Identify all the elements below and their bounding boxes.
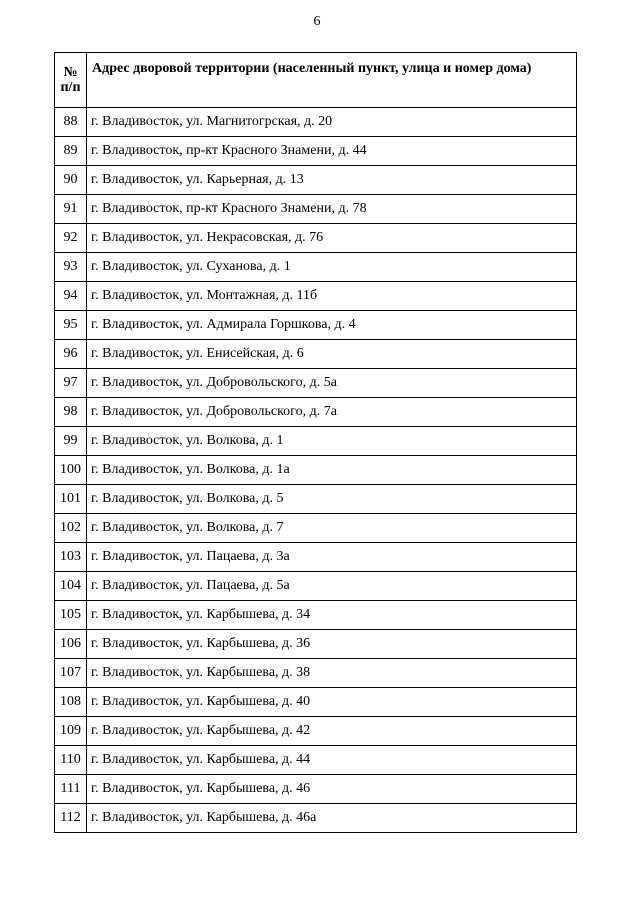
- row-address-cell: г. Владивосток, пр-кт Красного Знамени, д. 78: [87, 195, 577, 224]
- row-number-cell: 108: [55, 688, 87, 717]
- number-header-abbrev: п/п: [60, 80, 81, 95]
- table-row: [55, 340, 577, 369]
- row-number-cell: 94: [55, 282, 87, 311]
- row-number-cell: 99: [55, 427, 87, 456]
- row-number-cell: 107: [55, 659, 87, 688]
- table-row: [55, 601, 577, 630]
- number-column-header: [55, 53, 87, 108]
- row-number-cell: 112: [55, 804, 87, 833]
- row-address-cell: г. Владивосток, ул. Карбышева, д. 40: [87, 688, 577, 717]
- row-number-cell: 103: [55, 543, 87, 572]
- address-column-header: Адрес дворовой территории (населенный пункт, улица и номер дома): [87, 53, 577, 108]
- row-address-cell: г. Владивосток, ул. Карбышева, д. 34: [87, 601, 577, 630]
- table-row: [55, 253, 577, 282]
- row-address-cell: г. Владивосток, ул. Волкова, д. 5: [87, 485, 577, 514]
- row-number-cell: 101: [55, 485, 87, 514]
- row-number-cell: 91: [55, 195, 87, 224]
- row-address-cell: г. Владивосток, ул. Адмирала Горшкова, д. 4: [87, 311, 577, 340]
- row-address-cell: г. Владивосток, ул. Карбышева, д. 36: [87, 630, 577, 659]
- table-row: [55, 398, 577, 427]
- row-address-cell: г. Владивосток, ул. Волкова, д. 1: [87, 427, 577, 456]
- row-number-cell: 88: [55, 108, 87, 137]
- table-row: [55, 775, 577, 804]
- table-row: [55, 369, 577, 398]
- row-number-cell: 111: [55, 775, 87, 804]
- row-number-cell: 89: [55, 137, 87, 166]
- row-address-cell: г. Владивосток, ул. Карьерная, д. 13: [87, 166, 577, 195]
- table-row: [55, 804, 577, 833]
- page-number: 6: [313, 14, 321, 29]
- row-number-cell: 93: [55, 253, 87, 282]
- row-number-cell: 106: [55, 630, 87, 659]
- row-number-cell: 95: [55, 311, 87, 340]
- row-address-cell: г. Владивосток, пр-кт Красного Знамени, д. 44: [87, 137, 577, 166]
- row-address-cell: г. Владивосток, ул. Магнитогрская, д. 20: [87, 108, 577, 137]
- row-address-cell: г. Владивосток, ул. Карбышева, д. 38: [87, 659, 577, 688]
- table-row: [55, 137, 577, 166]
- row-address-cell: г. Владивосток, ул. Карбышева, д. 46: [87, 775, 577, 804]
- row-number-cell: 96: [55, 340, 87, 369]
- row-address-cell: г. Владивосток, ул. Суханова, д. 1: [87, 253, 577, 282]
- table-row: [55, 282, 577, 311]
- row-number-cell: 109: [55, 717, 87, 746]
- table-row: [55, 311, 577, 340]
- row-address-cell: г. Владивосток, ул. Волкова, д. 1а: [87, 456, 577, 485]
- table-body: [55, 108, 577, 833]
- table-row: [55, 659, 577, 688]
- row-address-cell: г. Владивосток, ул. Монтажная, д. 11б: [87, 282, 577, 311]
- row-number-cell: 98: [55, 398, 87, 427]
- table-row: [55, 630, 577, 659]
- row-number-cell: 97: [55, 369, 87, 398]
- row-address-cell: г. Владивосток, ул. Пацаева, д. 5а: [87, 572, 577, 601]
- address-table: [54, 52, 577, 833]
- row-number-cell: 90: [55, 166, 87, 195]
- table-row: [55, 166, 577, 195]
- row-address-cell: г. Владивосток, ул. Добровольского, д. 7а: [87, 398, 577, 427]
- table-row: [55, 717, 577, 746]
- table-row: [55, 543, 577, 572]
- table-row: [55, 456, 577, 485]
- row-number-cell: 110: [55, 746, 87, 775]
- number-header-symbol: №: [63, 64, 78, 80]
- table-row: [55, 195, 577, 224]
- row-address-cell: г. Владивосток, ул. Добровольского, д. 5а: [87, 369, 577, 398]
- row-address-cell: г. Владивосток, ул. Некрасовская, д. 76: [87, 224, 577, 253]
- table-row: [55, 427, 577, 456]
- table-row: [55, 108, 577, 137]
- row-number-cell: 104: [55, 572, 87, 601]
- row-number-cell: 102: [55, 514, 87, 543]
- row-address-cell: г. Владивосток, ул. Волкова, д. 7: [87, 514, 577, 543]
- row-address-cell: г. Владивосток, ул. Пацаева, д. 3а: [87, 543, 577, 572]
- table-row: [55, 514, 577, 543]
- table-row: [55, 572, 577, 601]
- table-header-row: [55, 53, 577, 108]
- table-row: [55, 688, 577, 717]
- row-number-cell: 100: [55, 456, 87, 485]
- table-row: [55, 224, 577, 253]
- row-address-cell: г. Владивосток, ул. Карбышева, д. 42: [87, 717, 577, 746]
- table-row: [55, 746, 577, 775]
- table-row: [55, 485, 577, 514]
- row-address-cell: г. Владивосток, ул. Енисейская, д. 6: [87, 340, 577, 369]
- row-address-cell: г. Владивосток, ул. Карбышева, д. 44: [87, 746, 577, 775]
- row-number-cell: 92: [55, 224, 87, 253]
- row-number-cell: 105: [55, 601, 87, 630]
- row-address-cell: г. Владивосток, ул. Карбышева, д. 46а: [87, 804, 577, 833]
